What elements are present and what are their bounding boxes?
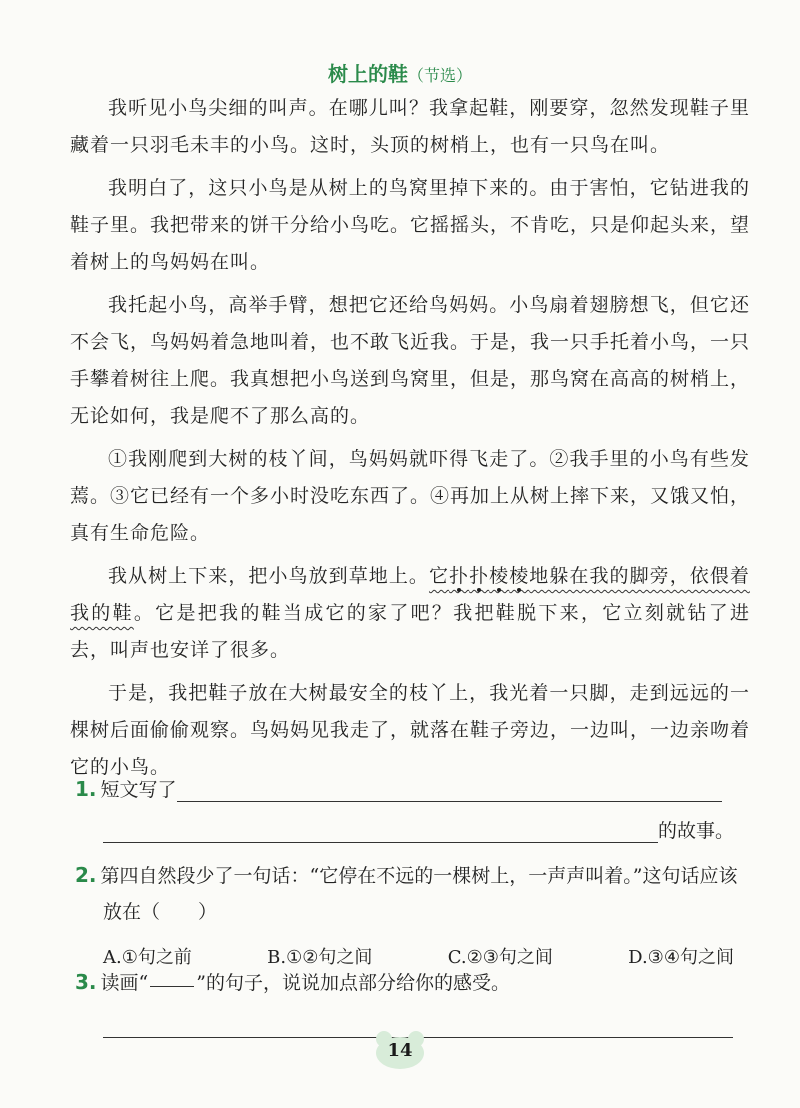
question-2 (75, 857, 740, 976)
question-1-end: 的故事。 (658, 820, 735, 842)
paragraph-5-pre: 我从树上下来，把小鸟放到草地上。 (108, 565, 429, 587)
question-3-post: ”的句子，说说加点部分给你的感受。 (196, 972, 510, 994)
question-1-text: 短文写了 (100, 779, 177, 801)
question-3-pre: 读画“ (100, 972, 149, 994)
option-d[interactable]: D.③④句之间 (628, 947, 734, 968)
passage-title (0, 58, 800, 87)
wavy-text-start: 它 (428, 565, 450, 587)
title-sub: （节选） (407, 66, 472, 85)
option-b[interactable]: B.①②句之间 (267, 947, 373, 968)
question-1-number: 1. (75, 777, 97, 801)
dotted-emphasis-words (449, 565, 529, 587)
question-3-blank (150, 986, 194, 987)
wavy-text-end: 地躲在我的脚旁，依偎着我的鞋 (70, 565, 750, 624)
paragraph-4: ①我刚爬到大树的枝丫间，鸟妈妈就吓得飞走了。②我手里的小鸟有些发蔫。③它已经有一个多小时没吃东西了。④再加上从树上摔下来，又饿又怕，真有生命危险。 (70, 448, 751, 544)
dotted-char: 棱 (489, 565, 510, 587)
paragraph-6: 于是，我把鞋子放在大树最安全的枝丫上，我光着一只脚，走到远远的一棵树后面偷偷观察。鸟妈妈见我走了，就落在鞋子旁边，一边叫，一边亲吻着它的小鸟。 (70, 682, 751, 778)
question-3-number: 3. (75, 970, 97, 994)
paragraph-5 (70, 558, 750, 669)
dotted-char: 棱 (509, 565, 530, 587)
paragraph-1: 我听见小鸟尖细的叫声。在哪儿叫？我拿起鞋，刚要穿，忽然发现鞋子里藏着一只羽毛未丰的小鸟。这时，头顶的树梢上，也有一只鸟在叫。 (70, 97, 750, 156)
paragraph-2: 我明白了，这只小鸟是从树上的鸟窝里掉下来的。由于害怕，它钻进我的鞋子里。我把带来的饼干分给小鸟吃。它摇摇头，不肯吃，只是仰起头来，望着树上的鸟妈妈在叫。 (70, 177, 751, 273)
question-2-number: 2. (75, 863, 97, 887)
answer-line-1b[interactable] (103, 818, 658, 843)
dotted-char: 扑 (469, 565, 490, 587)
page-number-badge (370, 1030, 430, 1070)
paragraph-5-post: 。它是把我的鞋当成它的家了吧？我把鞋脱下来，它立刻就钻了进去，叫声也安详了很多。 (70, 602, 750, 661)
dotted-char: 扑 (449, 565, 470, 587)
option-a[interactable]: A.①句之前 (103, 947, 192, 968)
option-c[interactable]: C.②③句之间 (447, 947, 553, 968)
question-2-text: 第四自然段少了一句话：“它停在不远的一棵树上，一声声叫着。”这句话应该放在（ ） (100, 865, 738, 923)
paragraph-3: 我托起小鸟，高举手臂，想把它还给鸟妈妈。小鸟扇着翅膀想飞，但它还不会飞，鸟妈妈着急地叫着，也不敢飞近我。于是，我一只手托着小鸟，一只手攀着树往上爬。我真想把小鸟送到鸟窝里，但是，那鸟窝在高高的树梢上，无论如何，我是爬不了那么高的。 (70, 294, 751, 427)
question-3 (75, 968, 740, 1038)
passage (70, 90, 750, 792)
question-1 (75, 775, 740, 843)
answer-line-1a[interactable] (177, 777, 722, 802)
page-number: 14 (387, 1039, 413, 1061)
title-main: 树上的鞋 (327, 62, 408, 86)
